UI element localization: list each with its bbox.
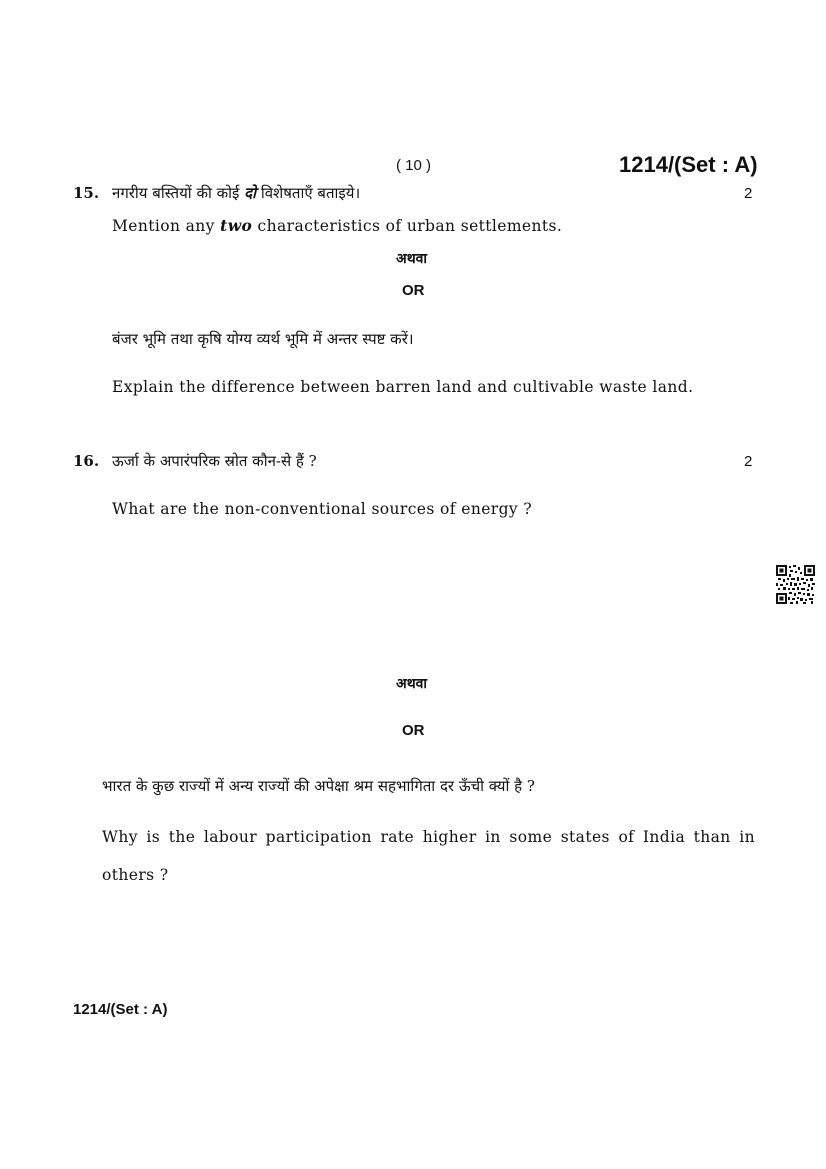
q15-or-english: OR: [402, 282, 425, 299]
question-number-15: 15.: [73, 184, 100, 202]
q15-english-before: Mention any: [112, 217, 215, 235]
question-number-16: 16.: [73, 452, 100, 470]
q16-or-hindi: अथवा: [396, 676, 428, 692]
q15-hindi-before: नगरीय बस्तियों की कोई: [112, 184, 240, 202]
q15-english-after: characteristics of urban settlements.: [257, 217, 563, 235]
q15-english-text: [112, 216, 562, 235]
qr-code-icon: [776, 565, 815, 604]
q16-alt-english-line-1: Why is the labour participation rate higher in some states of India than in: [102, 828, 755, 846]
q16-english-text: What are the non-conventional sources of energy ?: [112, 500, 533, 518]
set-code-header: 1214/(Set : A): [619, 152, 758, 177]
q16-hindi-text: ऊर्जा के अपारंपरिक स्रोत कौन-से हैं ?: [112, 452, 317, 470]
q15-hindi-emphasis: दो: [244, 184, 257, 202]
q16-or-english: OR: [402, 722, 425, 739]
q16-marks: 2: [744, 453, 753, 470]
q16-alt-english-line-2: others ?: [102, 866, 169, 884]
q15-or-hindi: अथवा: [396, 251, 428, 267]
q15-english-emphasis: two: [220, 216, 253, 235]
q15-alt-hindi-text: बंजर भूमि तथा कृषि योग्य व्यर्थ भूमि में अन्तर स्पष्ट करें।: [112, 330, 414, 348]
set-code-footer: 1214/(Set : A): [73, 1001, 168, 1018]
q15-marks: 2: [744, 185, 753, 202]
page-number: ( 10 ): [396, 157, 432, 174]
q15-alt-english-text: Explain the difference between barren land and cultivable waste land.: [112, 378, 694, 396]
q15-hindi-text: [112, 183, 360, 203]
q15-hindi-after: विशेषताएँ बताइये।: [260, 184, 361, 202]
q16-alt-hindi-text: भारत के कुछ राज्यों में अन्य राज्यों की अपेक्षा श्रम सहभागिता दर ऊँची क्यों है ?: [102, 777, 535, 795]
